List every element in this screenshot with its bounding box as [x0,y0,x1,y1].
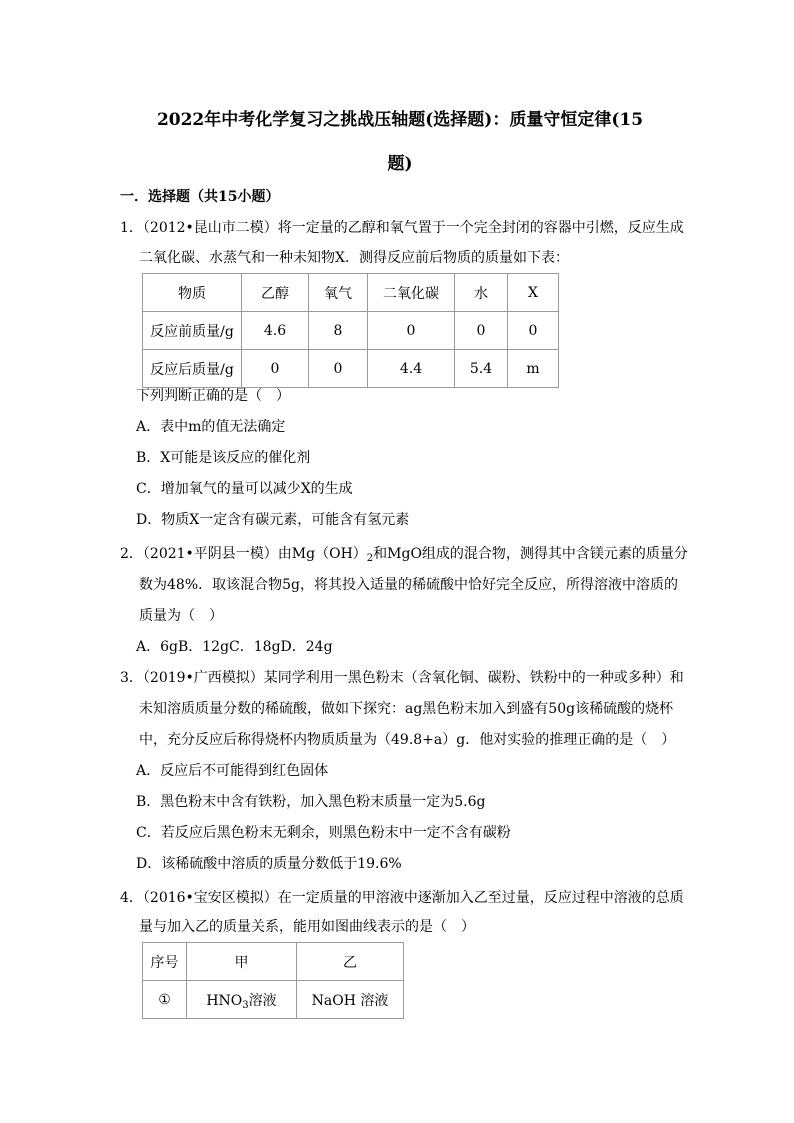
question-3-option-b: B．黑色粉末中含有铁粉，加入黑色粉末质量一定为5.6g [136,794,486,810]
question-1-option-c: C．增加氧气的量可以减少X的生成 [136,481,353,497]
table-cell: 0 [508,312,559,350]
table-cell: 物质 [143,274,242,312]
table-cell: ① [143,981,187,1019]
question-1-option-b: B．X可能是该反应的催化剂 [136,450,311,466]
question-4-table [142,942,404,1019]
table-cell: 序号 [143,943,187,981]
question-1-option-d: D．物质X一定含有碳元素，可能含有氢元素 [136,512,410,528]
subscript: 2 [366,553,374,564]
question-2-line-1 [120,544,688,564]
formula-text: 溶液 [248,992,277,1009]
table-cell: 反应前质量/g [143,312,242,350]
question-1-table [142,273,559,388]
table-cell: 4.4 [368,350,455,388]
question-3-line-3: 中，充分反应后称得烧杯内物质质量为（49.8+a）g．他对实验的推理正确的是（ ） [139,732,676,748]
question-3-option-c: C．若反应后黑色粉末无剩余，则黑色粉末中一定不含有碳粉 [136,825,511,841]
table-cell: 0 [455,312,508,350]
table-cell: 反应后质量/g [143,350,242,388]
table-cell: 8 [309,312,368,350]
table-header-row [143,274,559,312]
question-1-prompt: 下列判断正确的是（ ） [136,388,290,404]
question-4-line-1: 4．（2016•宝安区模拟）在一定质量的甲溶液中逐渐加入乙至过量，反应过程中溶液的总质 [120,890,684,906]
question-3-option-d: D．该稀硫酸中溶质的质量分数低于19.6% [136,856,402,872]
question-1-line-2: 二氧化碳、水蒸气和一种未知物X．测得反应前后物质的质量如下表： [139,250,569,266]
table-cell: m [508,350,559,388]
table-cell: 二氧化碳 [368,274,455,312]
question-2-line-3: 质量为（ ） [139,608,223,624]
table-cell: 0 [242,350,309,388]
question-3-line-1: 3．（2019•广西模拟）某同学利用一黑色粉末（含氧化铜、碳粉、铁粉中的一种或多种）和 [120,670,684,686]
question-2-line-2: 数为48%．取该混合物5g，将其投入适量的稀硫酸中恰好完全反应，所得溶液中溶质的 [139,577,678,593]
question-1-line-1: 1．（2012•昆山市二模）将一定量的乙醇和氧气置于一个完全封闭的容器中引燃，反应生成 [120,220,684,236]
table-row [143,981,404,1019]
table-cell: 0 [368,312,455,350]
table-cell: X [508,274,559,312]
table-cell: 5.4 [455,350,508,388]
table-cell: 水 [455,274,508,312]
table-header-row [143,943,404,981]
table-row [143,312,559,350]
table-cell: 氧气 [309,274,368,312]
table-cell: 甲 [187,943,297,981]
question-4-line-2: 量与加入乙的质量关系，能用如图曲线表示的是（ ） [139,919,475,935]
formula-text: HNO [206,992,243,1009]
table-row [143,350,559,388]
table-cell: 乙醇 [242,274,309,312]
question-2-text: 2．（2021•平阴县一模）由Mg（OH） [120,546,367,562]
table-cell [187,981,297,1019]
title-line-1: 2022年中考化学复习之挑战压轴题(选择题)：质量守恒定律(15 [156,110,644,130]
title-line-2: 题) [387,154,413,174]
document-title [110,98,690,186]
question-2-text: 和MgO组成的混合物，测得其中含镁元素的质量分 [373,546,688,562]
table-cell: 乙 [297,943,404,981]
question-2-options: A．6gB．12gC．18gD．24g [136,639,333,655]
table-cell: NaOH 溶液 [297,981,404,1019]
question-1-option-a: A．表中m的值无法确定 [136,419,286,435]
subscript: 3 [242,999,249,1011]
question-3-line-2: 未知溶质质量分数的稀硫酸，做如下探究：ag黑色粉末加入到盛有50g该稀硫酸的烧杯 [139,701,674,717]
section-heading: 一．选择题（共15小题） [120,189,280,205]
table-cell: 0 [309,350,368,388]
question-3-option-a: A．反应后不可能得到红色固体 [136,763,329,779]
table-cell: 4.6 [242,312,309,350]
